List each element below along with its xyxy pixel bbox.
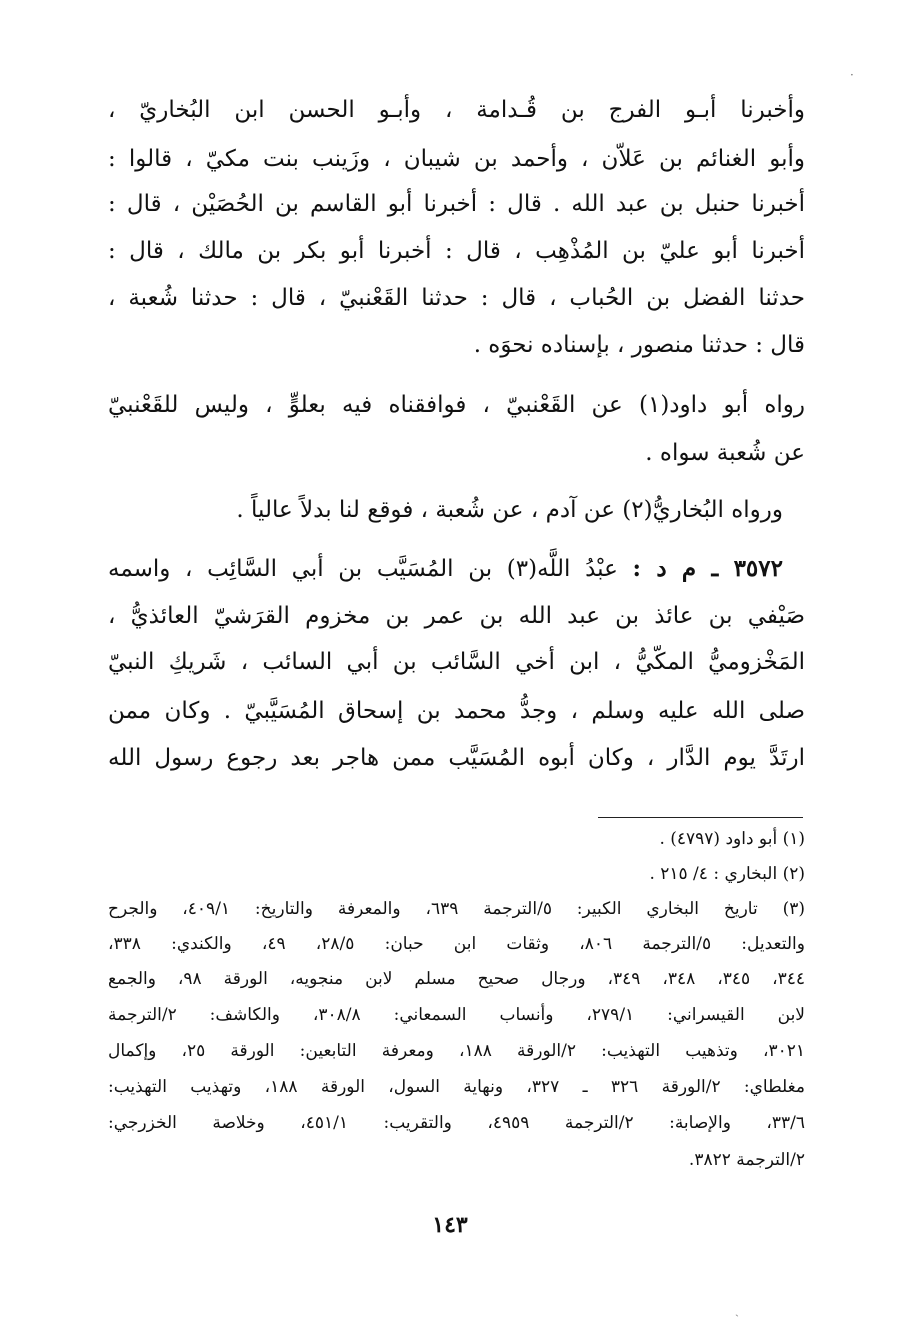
text-line: عن شُعبة سواه .: [645, 440, 805, 466]
text-line: وأبو الغنائم بن عَلاّن ، وأحمد بن شيبان ، وزَينب بنت مكيّ ، قالوا :: [108, 146, 805, 172]
footnote-3-line: لابن القيسراني: ٢٧٩/١، وأنساب السمعاني: ٣٠٨/٨، والكاشف: ٢/الترجمة: [108, 1005, 805, 1025]
footnote-divider: [598, 817, 803, 818]
footnote-2: (٢) البخاري : ٤/ ٢١٥ .: [649, 864, 805, 884]
footnote-1: (١) أبو داود (٤٧٩٧) .: [659, 829, 805, 849]
text-line: أخبرنا أبو عليّ بن المُذْهِب ، قال : أخبرنا أبو بكر بن مالك ، قال :: [108, 238, 805, 264]
text-line: ورواه البُخاريُّ(٢) عن آدم ، عن شُعبة ، فوقع لنا بدلاً عالياً .: [236, 497, 783, 523]
text-line: صلى الله عليه وسلم ، وجدُّ محمد بن إسحاق المُسَيَّبيّ . وكان ممن: [108, 698, 805, 724]
footnote-3-line: (٣) تاريخ البخاري الكبير: ٥/الترجمة ٦٣٩، والمعرفة والتاريخ: ٤٠٩/١، والجرح: [108, 899, 805, 919]
footnote-3-line: والتعديل: ٥/الترجمة ٨٠٦، وثقات ابن حبان: ٢٨/٥، ٤٩، والكندي: ٣٣٨،: [108, 934, 805, 954]
entry-first-line: [108, 553, 783, 585]
text-line: صَيْفي بن عائذ بن عبد الله بن عمر بن مخزوم القرَشيّ العائذيُّ ،: [108, 603, 805, 629]
footnote-3-line: ٢/الترجمة ٣٨٢٢.: [688, 1150, 805, 1170]
footnote-3-line: ٣٠٢١، وتذهيب التهذيب: ٢/الورقة ١٨٨، ومعرفة التابعين: الورقة ٢٥، وإكمال: [108, 1041, 805, 1061]
text-line: المَخْزوميُّ المكّيُّ ، ابن أخي السَّائب بن أبي السائب ، شَريكِ النبيّ: [108, 649, 805, 675]
entry-number: ٣٥٧٢ ـ م د :: [632, 555, 783, 582]
entry-text: عبْدُ اللَّه(٣) بن المُسَيَّب بن أبي السَّائِب ، واسمه: [108, 556, 633, 582]
footnote-3-line: ٣٤٤، ٣٤٥، ٣٤٨، ٣٤٩، ورجال صحيح مسلم لابن منجويه، الورقة ٩٨، والجمع: [108, 969, 806, 989]
text-line: ارتَدَّ يوم الدَّار ، وكان أبوه المُسَيَّب ممن هاجر بعد رجوع رسول الله: [108, 745, 805, 771]
footnote-3-line: ٣٣/٦، والإصابة: ٢/الترجمة ٤٩٥٩، والتقريب: ٤٥١/١، وخلاصة الخزرجي:: [108, 1113, 806, 1133]
footnote-3-line: مغلطاي: ٢/الورقة ٣٢٦ ـ ٣٢٧، ونهاية السول، الورقة ١٨٨، وتهذيب التهذيب:: [108, 1077, 805, 1097]
text-line: حدثنا الفضل بن الحُباب ، قال : حدثنا القَعْنبيّ ، قال : حدثنا شُعبة ،: [108, 285, 805, 311]
text-line: أخبرنا حنبل بن عبد الله . قال : أخبرنا أبو القاسم بن الحُصَيْن ، قال :: [108, 191, 805, 217]
text-line: قال : حدثنا منصور ، بإسناده نحوَه .: [473, 332, 805, 358]
scan-speck: ˏ: [735, 1303, 739, 1317]
page-number: ١٤٣: [432, 1212, 468, 1238]
text-line: رواه أبو داود(١) عن القَعْنبيّ ، فوافقناه فيه بعلوٍّ ، وليس للقَعْنبيّ: [108, 392, 806, 418]
scan-speck: ·: [850, 68, 854, 82]
text-line: وأخبرنا أبـو الفرج بن قُـدامة ، وأبـو الحسن ابن البُخاريّ ،: [108, 97, 805, 123]
